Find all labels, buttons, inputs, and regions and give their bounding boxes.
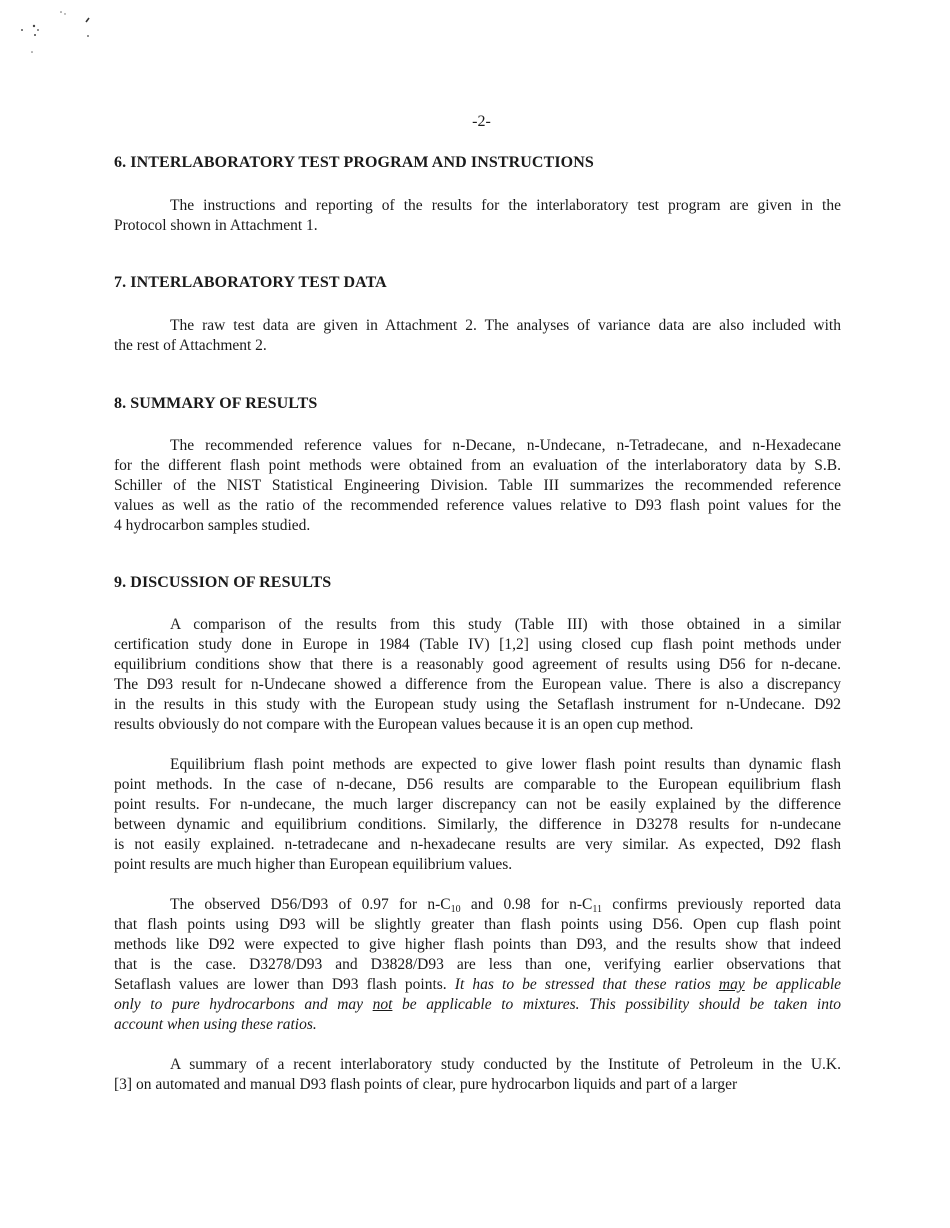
text-line: The raw test data are given in Attachment 2. The analyses of variance data are also included with — [170, 317, 841, 334]
text-line: is not easily explained. n-tetradecane and n-hexadecane results are very similar. As expected, D92 flash — [114, 836, 841, 853]
scan-specks — [14, 8, 104, 58]
text-line: The D93 result for n-Undecane showed a difference from the European value. There is also a discrepancy — [114, 676, 841, 693]
text-line: that is the case. D3278/D93 and D3828/D93 are less than one, verifying earlier observations that — [114, 956, 841, 973]
page-number: -2- — [472, 113, 491, 130]
subscript: 10 — [450, 904, 461, 915]
text-line — [114, 1015, 841, 1035]
text-line: that flash points using D93 will be slightly greater than flash points using D56. Open cup flash point — [114, 916, 841, 933]
italic-run: be applicable — [744, 976, 841, 993]
underlined-word: may — [718, 976, 745, 993]
section-9-paragraph-2 — [114, 755, 841, 875]
text-line: equilibrium conditions show that there is a reasonably good agreement of results using D56 for n-decane. — [114, 656, 841, 673]
text-run: The observed D56/D93 of 0.97 for n-C — [170, 896, 451, 913]
text-line: A comparison of the results from this study (Table III) with those obtained in a similar — [170, 616, 841, 633]
subscript: 11 — [592, 904, 603, 915]
text-line: methods like D92 were expected to give higher flash points than D93, and the results show that indeed — [114, 936, 841, 953]
text-line: The instructions and reporting of the results for the interlaboratory test program are given in the — [170, 197, 841, 214]
text-line: for the different flash point methods were obtained from an evaluation of the interlaboratory data by S.B. — [114, 457, 841, 474]
text-line: point methods. In the case of n-decane, D56 results are comparable to the European equilibrium flash — [114, 776, 841, 793]
italic-run: It has to be stressed that these ratios — [454, 976, 719, 993]
text-line: Protocol shown in Attachment 1. — [114, 217, 318, 234]
text-line: Equilibrium flash point methods are expected to give lower flash point results than dynamic flash — [170, 756, 841, 773]
section-9-paragraph-4 — [114, 1055, 841, 1095]
text-line: certification study done in Europe in 1984 (Table IV) [1,2] using closed cup flash point methods under — [114, 636, 841, 653]
underlined-word: not — [372, 996, 393, 1013]
text-line: the rest of Attachment 2. — [114, 337, 267, 354]
section-9-paragraph-1 — [114, 615, 841, 735]
text-line — [114, 975, 841, 995]
text-line: values as well as the ratio of the recommended reference values relative to D93 flash point values for the — [114, 497, 841, 514]
italic-run: account when using these ratios. — [114, 1016, 317, 1033]
section-8-paragraph — [114, 436, 841, 536]
section-8-heading: 8. SUMMARY OF RESULTS — [114, 395, 318, 412]
text-line: [3] on automated and manual D93 flash points of clear, pure hydrocarbon liquids and part of a larger — [114, 1076, 738, 1093]
text-line: between dynamic and equilibrium conditions. Similarly, the difference in D3278 results for n-undecane — [114, 816, 841, 833]
text-line: results obviously do not compare with the European values because it is an open cup method. — [114, 716, 694, 733]
text-line: Schiller of the NIST Statistical Engineering Division. Table III summarizes the recommended reference — [114, 477, 841, 494]
text-run: and 0.98 for n-C — [460, 896, 593, 913]
text-line: in the results in this study with the European study using the Setaflash instrument for n-Undecane. D92 — [114, 696, 841, 713]
text-run: confirms previously reported data — [602, 896, 841, 913]
text-line: point results are much higher than European equilibrium values. — [114, 856, 513, 873]
text-line: point results. For n-undecane, the much larger discrepancy can not be easily explained by the difference — [114, 796, 841, 813]
italic-run: be applicable to mixtures. This possibility should be taken into — [392, 996, 841, 1013]
section-7-heading: 7. INTERLABORATORY TEST DATA — [114, 274, 387, 291]
section-6-heading: 6. INTERLABORATORY TEST PROGRAM AND INSTRUCTIONS — [114, 154, 594, 171]
text-line: 4 hydrocarbon samples studied. — [114, 517, 311, 534]
section-6-paragraph — [114, 196, 841, 236]
text-line: The recommended reference values for n-Decane, n-Undecane, n-Tetradecane, and n-Hexadecane — [170, 437, 841, 454]
section-9-heading: 9. DISCUSSION OF RESULTS — [114, 574, 332, 591]
italic-run: only to pure hydrocarbons and may — [114, 996, 373, 1013]
text-line — [114, 995, 841, 1015]
section-9-paragraph-3 — [114, 895, 841, 1035]
section-7-paragraph — [114, 316, 841, 356]
text-run: Setaflash values are lower than D93 flash points. — [114, 976, 455, 993]
text-line: A summary of a recent interlaboratory study conducted by the Institute of Petroleum in the U.K. — [170, 1056, 841, 1073]
text-line — [114, 895, 841, 915]
